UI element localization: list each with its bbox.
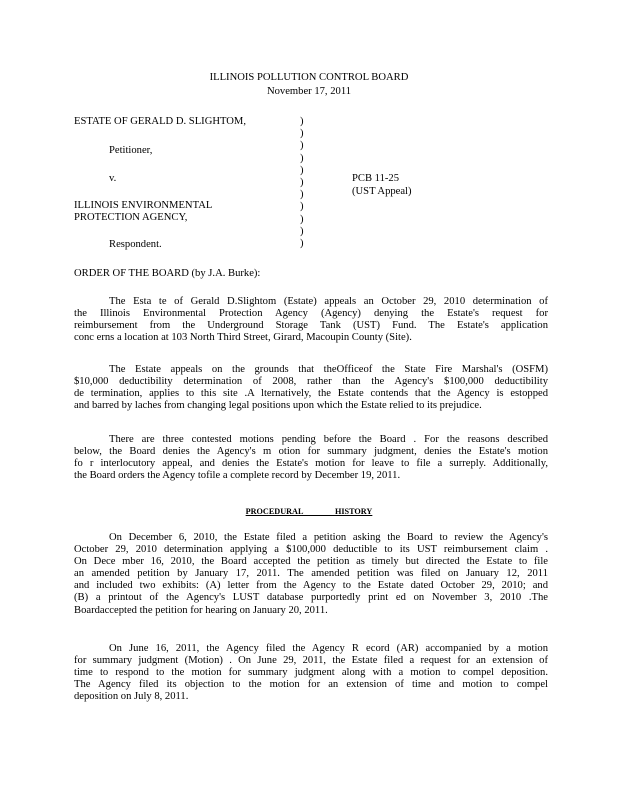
caption-bracket: ): [300, 164, 304, 176]
text-line: an amended petition by January 17, 2011. The amended petition was filed on January 12, 2011: [74, 568, 548, 580]
text-line: October 29, 2010 determination applying a $100,000 deductible to its UST reimbursement claim .: [74, 544, 548, 556]
text-line: the Illinois Environmental Protection Agency (Agency) denying the Estate's request for: [74, 308, 548, 320]
caption-bracket: ): [300, 116, 304, 127]
text-line: The Agency filed its objection to the motion for an extension of time and motion to compel: [74, 679, 548, 691]
text-line: conc erns a location at 103 North Third Street, Girard, Macoupin County (Site).: [74, 332, 412, 344]
case-number: PCB 11-25: [352, 173, 399, 184]
paragraph-motions: [74, 434, 548, 482]
respondent-name-line1: ILLINOIS ENVIRONMENTAL: [74, 200, 213, 211]
order-title: ORDER OF THE BOARD (by J.A. Burke):: [74, 268, 261, 279]
text-line: the Board orders the Agency tofile a complete record by December 19, 2011.: [74, 470, 401, 482]
case-type: (UST Appeal): [352, 186, 412, 197]
petitioner-role: Petitioner,: [109, 145, 153, 156]
caption-bracket: ): [300, 201, 304, 213]
text-line: de termination, applies to this site .A lternatively, the Estate contends that the Agency is estopped: [74, 388, 548, 400]
caption-bracket: ): [300, 189, 304, 201]
caption-bracket: ): [300, 140, 304, 152]
text-line: below, the Board denies the Agency's m otion for summary judgment, denies the Estate's motion: [74, 446, 548, 458]
text-line: and barred by laches from changing legal positions upon which the Estate relied to its prejudice.: [74, 400, 482, 412]
text-line: and included two exhibits: (A) letter from the Agency to the Estate dated October 29, 2010; and: [74, 580, 548, 592]
caption-bracket: ): [300, 238, 304, 250]
text-line: reimbursement from the Underground Storage Tank (UST) Fund. The Estate's application: [74, 320, 548, 332]
caption-bracket-column: [300, 116, 304, 250]
paragraph-history-2: [74, 643, 548, 703]
paragraph-grounds: [74, 364, 548, 412]
respondent-name-line2: PROTECTION AGENCY,: [74, 212, 188, 223]
section-heading: PROCEDURAL HISTORY: [245, 507, 373, 516]
text-line: for summary judgment (Motion) . On June 29, 2011, the Estate filed a request for an extension of: [74, 655, 548, 667]
text-line: time to respond to the motion for summary judgment along with a motion to compel deposition.: [74, 667, 548, 679]
board-name: ILLINOIS POLLUTION CONTROL BOARD: [209, 72, 409, 83]
text-line: On December 6, 2010, the Estate filed a petition asking the Board to review the Agency's: [109, 532, 548, 543]
text-line: $10,000 deductibility determination of 2008, rather than the Agency's $100,000 deductibility: [74, 376, 548, 388]
caption-bracket: ): [300, 128, 304, 140]
text-line: deposition on July 8, 2011.: [74, 691, 189, 703]
paragraph-intro: [74, 296, 548, 344]
caption-bracket: ): [300, 152, 304, 164]
paragraph-history-1: [74, 532, 548, 617]
text-line: Boardaccepted the petition for hearing on January 20, 2011.: [74, 604, 328, 616]
petitioner-name: ESTATE OF GERALD D. SLIGHTOM,: [74, 116, 246, 127]
text-line: The Estate appeals on the grounds that theOfficeof the State Fire Marshal's (OSFM): [109, 364, 548, 375]
text-line: The Esta te of Gerald D.Slightom (Estate) appeals an October 29, 2010 determination of: [109, 296, 548, 307]
caption-bracket: ): [300, 225, 304, 237]
respondent-role: Respondent.: [109, 239, 162, 250]
versus: v.: [109, 173, 117, 184]
text-line: fo r interlocutory appeal, and denies the Estate's motion for leave to file a surreply. Additionally,: [74, 458, 548, 470]
text-line: On June 16, 2011, the Agency filed the Agency R ecord (AR) accompanied by a motion: [109, 643, 548, 654]
text-line: On Dece mber 16, 2010, the Board accepted the petition as timely but directed the Estate to file: [74, 556, 548, 568]
order-date: November 17, 2011: [266, 86, 352, 97]
caption-bracket: ): [300, 213, 304, 225]
caption-bracket: ): [300, 177, 304, 189]
text-line: There are three contested motions pending before the Board . For the reasons described: [109, 434, 548, 445]
text-line: (B) a printout of the Agency's LUST database purportedly print ed on November 3, 2010 .The: [74, 592, 548, 604]
